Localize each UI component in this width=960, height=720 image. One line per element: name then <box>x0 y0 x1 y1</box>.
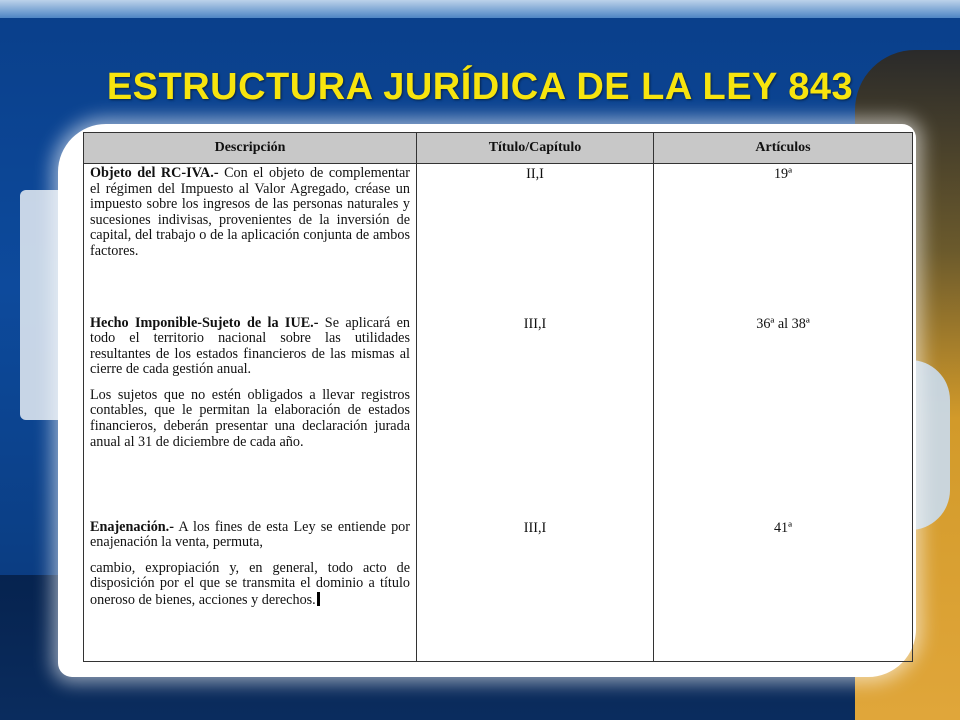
paragraph-text: Con el objeto de complementar el régimen del Impuesto al Valor Agregado, créase un impuesto sobre los ingresos de las personas naturales y sucesiones indivisas, provenientes de la inversión de capital, del trabajo o de la aplicación conjunta de ambos factores. <box>90 165 410 259</box>
law-structure-table <box>83 132 913 662</box>
row-titulo: III,I <box>417 518 654 662</box>
paragraph-text: Los sujetos que no estén obligados a llevar registros contables, que le permitan la elaboración de estados financieros, deberán presentar una declaración jurada anual al 31 de diciembre de cada año. <box>90 386 410 450</box>
row-articulos: 36ª al 38ª <box>654 314 913 518</box>
header-descripcion: Descripción <box>84 133 417 164</box>
description-paragraph <box>90 388 410 450</box>
row-articulos: 19ª <box>654 164 913 314</box>
header-articulos: Artículos <box>654 133 913 164</box>
row-description <box>84 314 417 518</box>
table-header-row <box>84 133 913 164</box>
paragraph-heading: Hecho Imponible-Sujeto de la IUE.- <box>90 314 319 331</box>
text-cursor <box>317 592 320 606</box>
row-articulos: 41ª <box>654 518 913 662</box>
row-description <box>84 164 417 314</box>
top-stripe <box>0 0 960 18</box>
slide-title: ESTRUCTURA JURÍDICA DE LA LEY 843 <box>106 66 854 108</box>
paragraph-heading: Objeto del RC-IVA.- <box>90 165 219 181</box>
table-row <box>84 164 913 314</box>
row-description <box>84 518 417 662</box>
paragraph-text: A los fines de esta Ley se entiende por enajenación la venta, permuta, <box>90 518 410 551</box>
description-paragraph <box>90 561 410 609</box>
description-paragraph <box>90 316 410 378</box>
table-row <box>84 518 913 662</box>
row-titulo: II,I <box>417 164 654 314</box>
row-titulo: III,I <box>417 314 654 518</box>
paragraph-heading: Enajenación.- <box>90 518 174 535</box>
description-paragraph <box>90 520 410 551</box>
paragraph-text: cambio, expropiación y, en general, todo acto de disposición por el que se transmita el dominio a título oneroso de bienes, acciones y derechos. <box>90 559 410 608</box>
header-titulo-capitulo: Título/Capítulo <box>417 133 654 164</box>
description-paragraph <box>90 166 410 260</box>
table-row <box>84 314 913 518</box>
paragraph-text: Se aplicará en todo el territorio nacional sobre las utilidades resultantes de los estados financieros de las mismas al cierre de cada gestión anual. <box>90 314 411 378</box>
